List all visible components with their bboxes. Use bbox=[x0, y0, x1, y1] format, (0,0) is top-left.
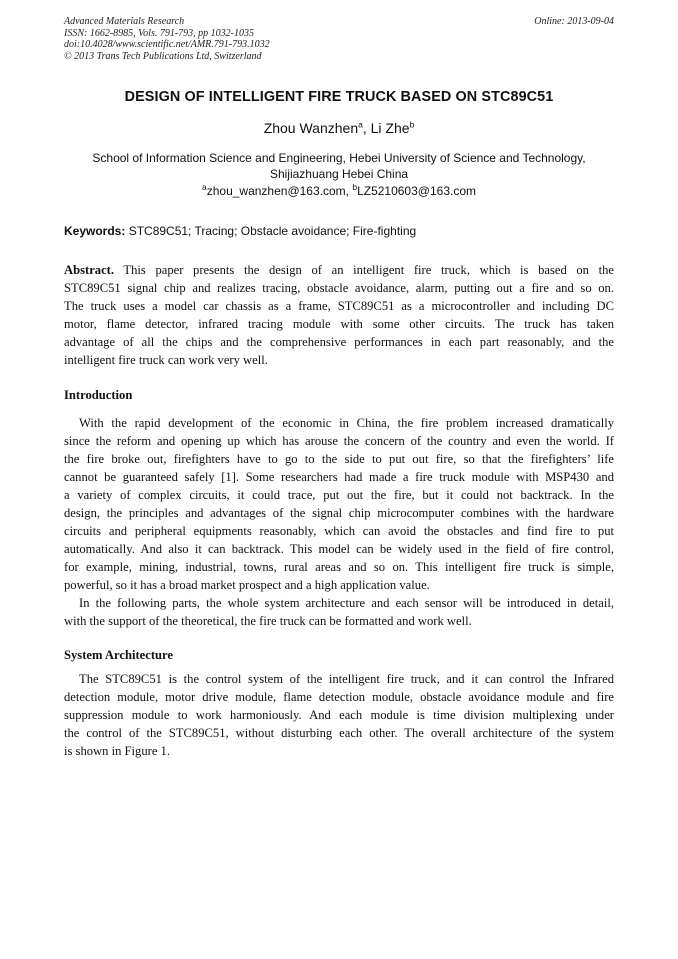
intro-line: circuits and peripheral equipments reasonably, which can avoid the obstacles and find fire to put bbox=[64, 524, 614, 538]
introduction-paragraph-1 bbox=[64, 414, 614, 630]
abstract-line: intelligent fire truck can work very well. bbox=[64, 353, 268, 367]
journal-name: Advanced Materials Research bbox=[64, 16, 185, 27]
journal-header bbox=[64, 16, 270, 62]
intro-line: design, the principles and advantages of the signal chip microcomputer combines with the hardware bbox=[64, 506, 614, 520]
keywords-text: STC89C51; Tracing; Obstacle avoidance; Fire-fighting bbox=[125, 224, 417, 238]
abstract-line: advantage of all the chips and the comprehensive performances in each part reasonably, and the bbox=[64, 335, 614, 349]
intro-line: for example, mining, industrial, towns, rural areas and so on. This intelligent fire truck is simple, bbox=[64, 560, 614, 574]
intro-line: with the support of the theoretical, the fire truck can be formatted and work well. bbox=[64, 614, 472, 628]
paper-title: DESIGN OF INTELLIGENT FIRE TRUCK BASED ON STC89C51 bbox=[124, 89, 554, 105]
arch-line: is shown in Figure 1. bbox=[64, 744, 171, 758]
abstract-line bbox=[64, 261, 614, 279]
author-1-marker: a bbox=[358, 119, 363, 130]
author-list bbox=[64, 120, 614, 136]
intro-line: cannot be guaranteed safely [1]. Some researchers had made a fire truck module with MSP430 and bbox=[64, 470, 614, 484]
author-emails bbox=[64, 184, 614, 198]
arch-line: The STC89C51 is the control system of the intelligent fire truck, and it can control the Infrared bbox=[79, 672, 614, 686]
intro-line: a variety of complex circuits, it could trace, put out the fire, but it could not backtrack. In the bbox=[64, 488, 614, 502]
journal-issn: ISSN: 1662-8985, Vols. 791-793, pp 1032-1035 bbox=[64, 27, 254, 39]
journal-doi[interactable]: doi:10.4028/www.scientific.net/AMR.791-793.1032 bbox=[64, 39, 270, 50]
abstract-line: The truck uses a model car chassis as a frame, STC89C51 as a microcontroller and including DC bbox=[64, 299, 614, 313]
affiliation-line-2: Shijiazhuang Hebei China bbox=[269, 167, 409, 181]
system-architecture-heading: System Architecture bbox=[64, 648, 174, 662]
author-2: Li Zhe bbox=[370, 120, 410, 136]
abstract-paragraph bbox=[64, 261, 614, 369]
email-b[interactable]: LZ5210603@163.com bbox=[357, 184, 476, 198]
online-date: Online: 2013-09-04 bbox=[534, 16, 614, 27]
intro-line: powerful, so it has a broad market prospect and a high application value. bbox=[64, 578, 430, 592]
introduction-heading: Introduction bbox=[64, 388, 133, 402]
author-1: Zhou Wanzhen bbox=[263, 120, 359, 136]
journal-copyright: © 2013 Trans Tech Publications Ltd, Switzerland bbox=[64, 50, 262, 62]
arch-line: the control of the STC89C51, without disturbing each other. The overall architecture of the system bbox=[64, 726, 614, 740]
intro-line: the fire broke out, firefighters have to go to the side to put out fire, so that the firefighters’ life bbox=[64, 452, 614, 466]
abstract-line: motor, flame detector, infrared tracing module with some other circuits. The truck has taken bbox=[64, 317, 614, 331]
abstract-line: STC89C51 signal chip and realizes tracing, obstacle avoidance, alarm, putting out a fire and so on. bbox=[64, 281, 614, 295]
arch-line: detection module, motor drive module, flame detection module, obstacle avoidance module and fire bbox=[64, 690, 614, 704]
intro-line: With the rapid development of the economic in China, the fire problem increased dramatically bbox=[79, 416, 614, 430]
keywords-label: Keywords: bbox=[64, 224, 126, 238]
system-architecture-paragraph bbox=[64, 670, 614, 760]
keywords bbox=[64, 224, 614, 238]
author-2-marker: b bbox=[409, 119, 415, 130]
abstract-line-text: This paper presents the design of an intelligent fire truck, which is based on the bbox=[114, 263, 614, 277]
intro-line: In the following parts, the whole system architecture and each sensor will be introduced in detail, bbox=[79, 596, 614, 610]
abstract-label: Abstract. bbox=[64, 263, 115, 277]
intro-line: automatically. And also it can backtrack. This model can be widely used in the field of fire control, bbox=[64, 542, 614, 556]
author-separator: , bbox=[362, 120, 371, 136]
email-a[interactable]: zhou_wanzhen@163.com, bbox=[206, 184, 353, 198]
intro-line: since the reform and opening up which has arouse the concern of the country and even the world. If bbox=[64, 434, 614, 448]
arch-line: suppression module to work harmoniously. And each module is time division multiplexing under bbox=[64, 708, 614, 722]
affiliation bbox=[64, 150, 614, 182]
email-b-marker: b bbox=[352, 182, 358, 192]
affiliation-line-1: School of Information Science and Engineering, Hebei University of Science and Technology, bbox=[92, 151, 586, 165]
email-a-marker: a bbox=[201, 182, 207, 192]
